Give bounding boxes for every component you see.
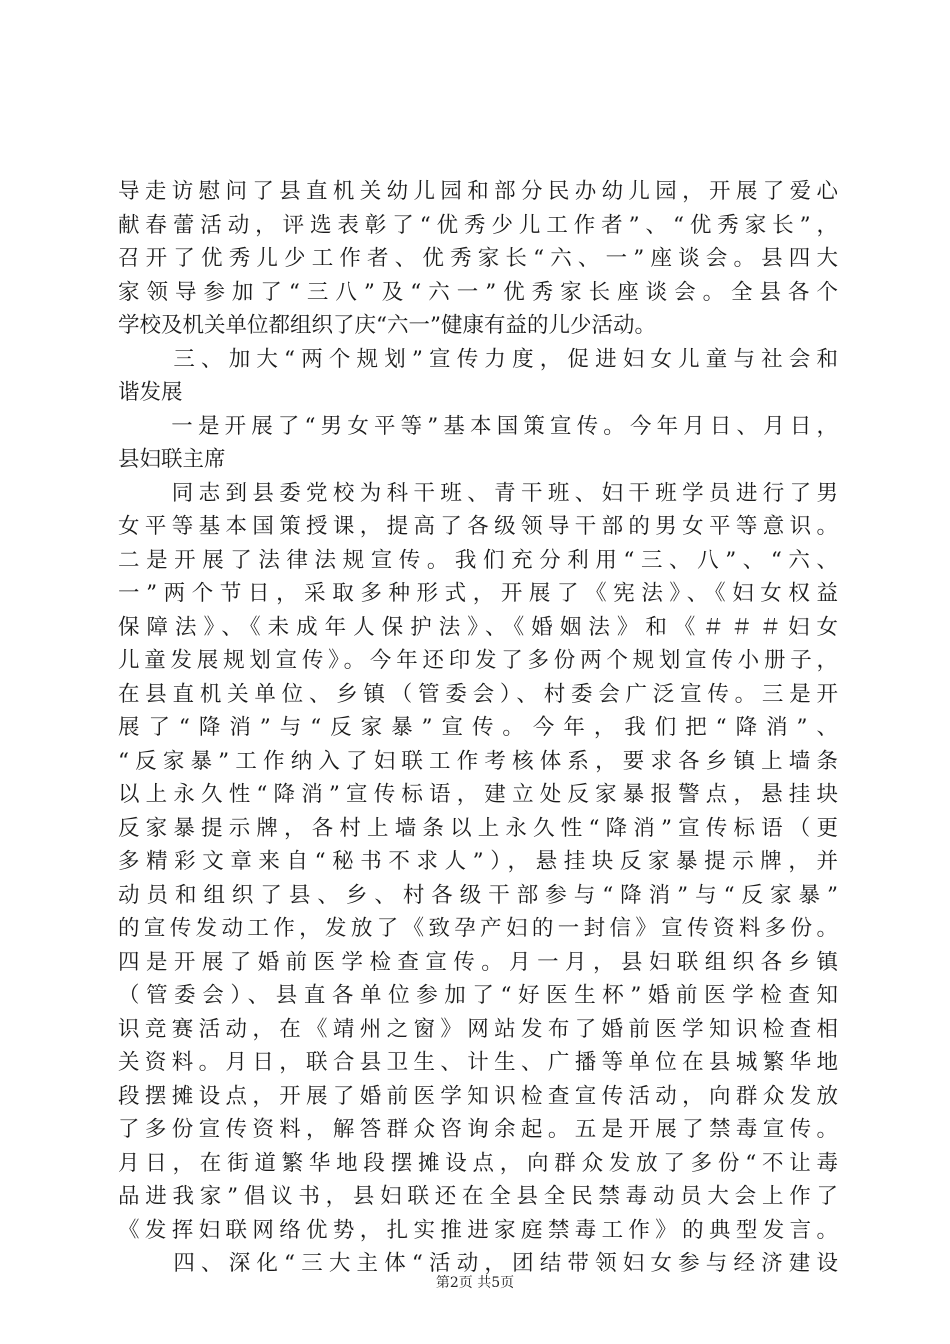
text-line: 女平等基本国策授课，提高了各级领导干部的男女平等意识。 xyxy=(118,514,838,539)
body-text xyxy=(118,175,838,1281)
text-line: 四是开展了婚前医学检查宣传。月一月，县妇联组织各乡镇 xyxy=(118,949,838,975)
text-line: 品进我家”倡议书，县妇联还在全县全民禁毒动员大会上作了 xyxy=(118,1184,838,1209)
text-line: 保障法》、《未成年人保护法》、《婚姻法》和《＃＃＃妇女 xyxy=(118,614,838,640)
text-line: “反家暴”工作纳入了妇联工作考核体系，要求各乡镇上墙条 xyxy=(118,748,838,774)
text-line: 献春蕾活动，评选表彰了“优秀少儿工作者”、“优秀家长”， xyxy=(118,212,838,238)
section-heading-line: 谐发展 xyxy=(118,380,183,405)
text-line: 县妇联主席 xyxy=(118,447,226,472)
text-line: 二是开展了法律法规宣传。我们充分利用“三、八”、“六、 xyxy=(118,547,838,573)
text-line: 段摆摊设点，开展了婚前医学知识检查宣传活动，向群众发放 xyxy=(118,1083,838,1109)
text-line: 了多份宣传资料，解答群众咨询余起。五是开展了禁毒宣传。 xyxy=(118,1117,838,1142)
text-line: 在县直机关单位、乡镇（管委会）、村委会广泛宣传。三是开 xyxy=(118,681,838,707)
section-heading-line: 四、深化“三大主体“活动，团结带领妇女参与经济建设 xyxy=(118,1251,838,1276)
text-line: 导走访慰问了县直机关幼儿园和部分民办幼儿园，开展了爱心 xyxy=(118,179,838,204)
text-line: 动员和组织了县、乡、村各级干部参与“降消”与“反家暴” xyxy=(118,882,838,908)
text-line: 的宣传发动工作，发放了《致孕产妇的一封信》宣传资料多份。 xyxy=(118,916,838,941)
page-number-label: 第2页 共5页 xyxy=(435,1275,515,1291)
text-line: 家领导参加了“三八”及“六一”优秀家长座谈会。全县各个 xyxy=(118,279,838,305)
text-line: 以上永久性“降消”宣传标语，建立处反家暴报警点，悬挂块 xyxy=(118,782,838,807)
text-line: 同志到县委党校为科干班、青干班、妇干班学员进行了男 xyxy=(118,480,838,506)
text-line: 一”两个节日，采取多种形式，开展了《宪法》、《妇女权益 xyxy=(118,581,838,606)
section-heading-line: 三、加大“两个规划”宣传力度，促进妇女儿童与社会和 xyxy=(118,346,838,372)
text-line: 学校及机关单位都组织了庆“六一”健康有益的儿少活动。 xyxy=(118,313,656,338)
text-line: 月日，在街道繁华地段摆摊设点，向群众发放了多份“不让毒 xyxy=(118,1150,838,1176)
text-line: 关资料。月日，联合县卫生、计生、广播等单位在县城繁华地 xyxy=(118,1050,838,1075)
text-line: 多精彩文章来自“秘书不求人”），悬挂块反家暴提示牌，并 xyxy=(118,849,838,874)
text-line: 一是开展了“男女平等”基本国策宣传。今年月日、月日， xyxy=(118,413,838,439)
text-line: 展了“降消”与“反家暴”宣传。今年，我们把“降消”、 xyxy=(118,715,838,740)
page-footer xyxy=(0,1272,950,1292)
text-line: 召开了优秀儿少工作者、优秀家长“六、一”座谈会。县四大 xyxy=(118,246,838,271)
text-line: 儿童发展规划宣传》。今年还印发了多份两个规划宣传小册子， xyxy=(118,648,838,673)
text-line: （管委会）、县直各单位参加了“好医生杯”婚前医学检查知 xyxy=(118,983,838,1008)
text-line: 反家暴提示牌，各村上墙条以上永久性“降消”宣传标语（更 xyxy=(118,815,838,841)
text-line: 《发挥妇联网络优势，扎实推进家庭禁毒工作》的典型发言。 xyxy=(118,1217,838,1243)
text-line: 识竞赛活动，在《靖州之窗》网站发布了婚前医学知识检查相 xyxy=(118,1016,838,1042)
